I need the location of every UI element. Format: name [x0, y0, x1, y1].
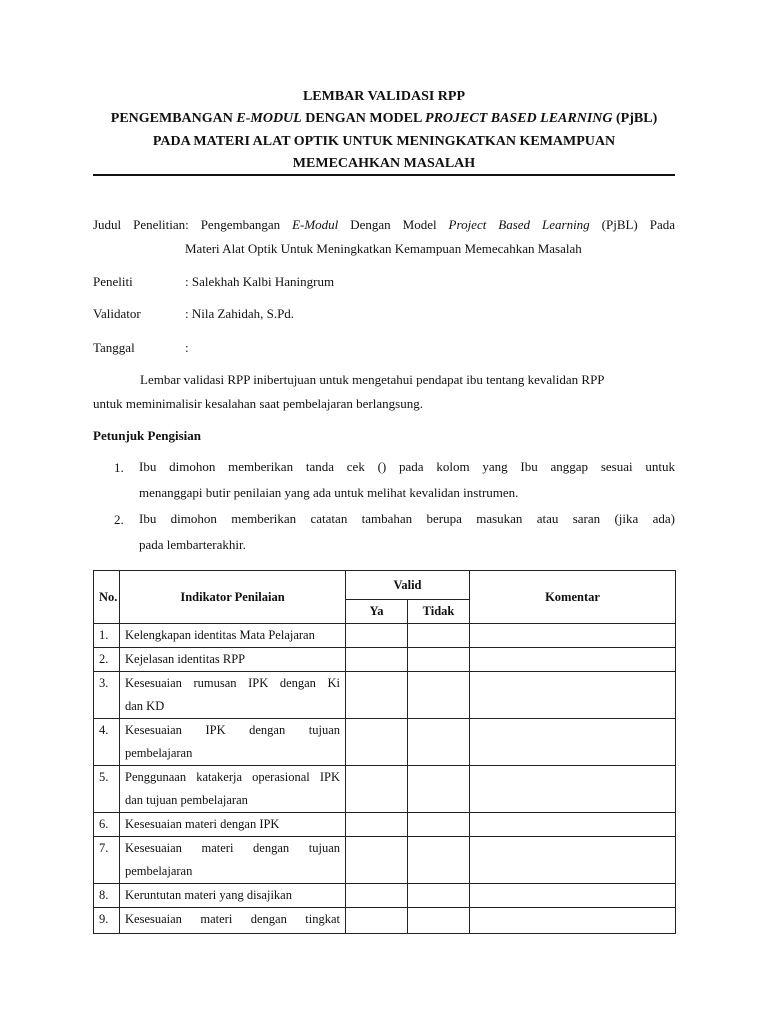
intro-line-2: untuk meminimalisir kesalahan saat pembelajaran berlangsung. — [93, 396, 423, 411]
cell-ya[interactable] — [346, 837, 408, 884]
row-number: 5. — [94, 766, 120, 813]
instructions-heading: Petunjuk Pengisian — [93, 428, 201, 443]
cell-ya[interactable] — [346, 813, 408, 837]
cell-ya[interactable] — [346, 672, 408, 719]
row-number: 7. — [94, 837, 120, 884]
cell-tidak[interactable] — [408, 719, 470, 766]
doc-title: LEMBAR VALIDASI RPP — [302, 89, 466, 104]
table-row — [94, 766, 676, 813]
row-indicator: Kejelasan identitas RPP — [120, 648, 346, 672]
cell-ya[interactable] — [346, 719, 408, 766]
cell-tidak[interactable] — [408, 624, 470, 648]
cell-komentar[interactable] — [470, 813, 676, 837]
row-indicator: Keruntutan materi yang disajikan — [120, 884, 346, 908]
cell-ya[interactable] — [346, 908, 408, 934]
doc-subtitle-line-2: PADA MATERI ALAT OPTIK UNTUK MENINGKATKAN KEMAMPUAN — [152, 134, 616, 149]
validator-value: : Nila Zahidah, S.Pd. — [185, 306, 295, 321]
cell-tidak[interactable] — [408, 766, 470, 813]
row-number: 4. — [94, 719, 120, 766]
header-ya: Ya — [346, 600, 408, 624]
row-indicator: Kelengkapan identitas Mata Pelajaran — [120, 624, 346, 648]
cell-tidak[interactable] — [408, 837, 470, 884]
row-number: 1. — [94, 624, 120, 648]
row-number: 3. — [94, 672, 120, 719]
judul-penelitian-line-2: Materi Alat Optik Untuk Meningkatkan Kemampuan Memecahkan Masalah — [185, 241, 582, 256]
header-valid: Valid — [346, 571, 470, 600]
cell-komentar[interactable] — [470, 837, 676, 884]
cell-komentar[interactable] — [470, 884, 676, 908]
row-indicator: Penggunaan katakerja operasional IPK dan tujuan pembelajaran — [120, 766, 346, 813]
cell-tidak[interactable] — [408, 813, 470, 837]
cell-ya[interactable] — [346, 766, 408, 813]
validation-table — [93, 570, 676, 934]
peneliti-value: : Salekhah Kalbi Haningrum — [185, 274, 335, 289]
cell-komentar[interactable] — [470, 672, 676, 719]
header-indikator: Indikator Penilaian — [120, 571, 346, 624]
row-number: 8. — [94, 884, 120, 908]
header-komentar: Komentar — [470, 571, 676, 624]
table-row — [94, 884, 676, 908]
cell-tidak[interactable] — [408, 672, 470, 719]
validator-label: Validator — [93, 306, 141, 321]
intro-line-1: Lembar validasi RPP inibertujuan untuk mengetahui pendapat ibu tentang kevalidan RPP — [140, 372, 605, 387]
cell-tidak[interactable] — [408, 884, 470, 908]
cell-tidak[interactable] — [408, 908, 470, 934]
table-row — [94, 672, 676, 719]
judul-penelitian-line-1: Judul Penelitian: Pengembangan E-Modul Dengan Model Project Based Learning (PjBL) Pada — [93, 217, 675, 232]
instruction-number: 1. — [114, 460, 124, 475]
table-row — [94, 908, 676, 934]
cell-ya[interactable] — [346, 624, 408, 648]
table-row — [94, 719, 676, 766]
row-indicator: Kesesuaian IPK dengan tujuan pembelajaran — [120, 719, 346, 766]
cell-ya[interactable] — [346, 648, 408, 672]
cell-komentar[interactable] — [470, 648, 676, 672]
row-number: 6. — [94, 813, 120, 837]
table-row — [94, 837, 676, 884]
cell-komentar[interactable] — [470, 908, 676, 934]
header-tidak: Tidak — [408, 600, 470, 624]
row-indicator: Kesesuaian materi dengan tujuan pembelajaran — [120, 837, 346, 884]
peneliti-label: Peneliti — [93, 274, 133, 289]
row-number: 2. — [94, 648, 120, 672]
row-indicator: Kesesuaian materi dengan tingkat — [120, 908, 346, 934]
cell-komentar[interactable] — [470, 719, 676, 766]
cell-komentar[interactable] — [470, 766, 676, 813]
tanggal-value: : — [185, 340, 189, 355]
instruction-item: Ibu dimohon memberikan catatan tambahan berupa masukan atau saran (jika ada) pada lembarterakhir. — [139, 511, 675, 552]
row-indicator: Kesesuaian materi dengan IPK — [120, 813, 346, 837]
row-indicator: Kesesuaian rumusan IPK dengan Ki dan KD — [120, 672, 346, 719]
doc-subtitle-line-3: MEMECAHKAN MASALAH — [292, 156, 476, 171]
table-row — [94, 813, 676, 837]
header-no: No. — [94, 571, 120, 624]
table-row — [94, 624, 676, 648]
table-row — [94, 648, 676, 672]
instruction-item: Ibu dimohon memberikan tanda cek () pada kolom yang Ibu anggap sesuai untuk menanggapi butir penilaian yang ada untuk melihat kevalidan instrumen. — [139, 459, 675, 500]
instruction-number: 2. — [114, 512, 124, 527]
cell-komentar[interactable] — [470, 624, 676, 648]
title-divider — [93, 174, 675, 176]
cell-ya[interactable] — [346, 884, 408, 908]
tanggal-label: Tanggal — [93, 340, 135, 355]
doc-subtitle-line-1: PENGEMBANGAN E-MODUL DENGAN MODEL PROJECT BASED LEARNING (PjBL) — [110, 111, 658, 126]
row-number: 9. — [94, 908, 120, 934]
cell-tidak[interactable] — [408, 648, 470, 672]
